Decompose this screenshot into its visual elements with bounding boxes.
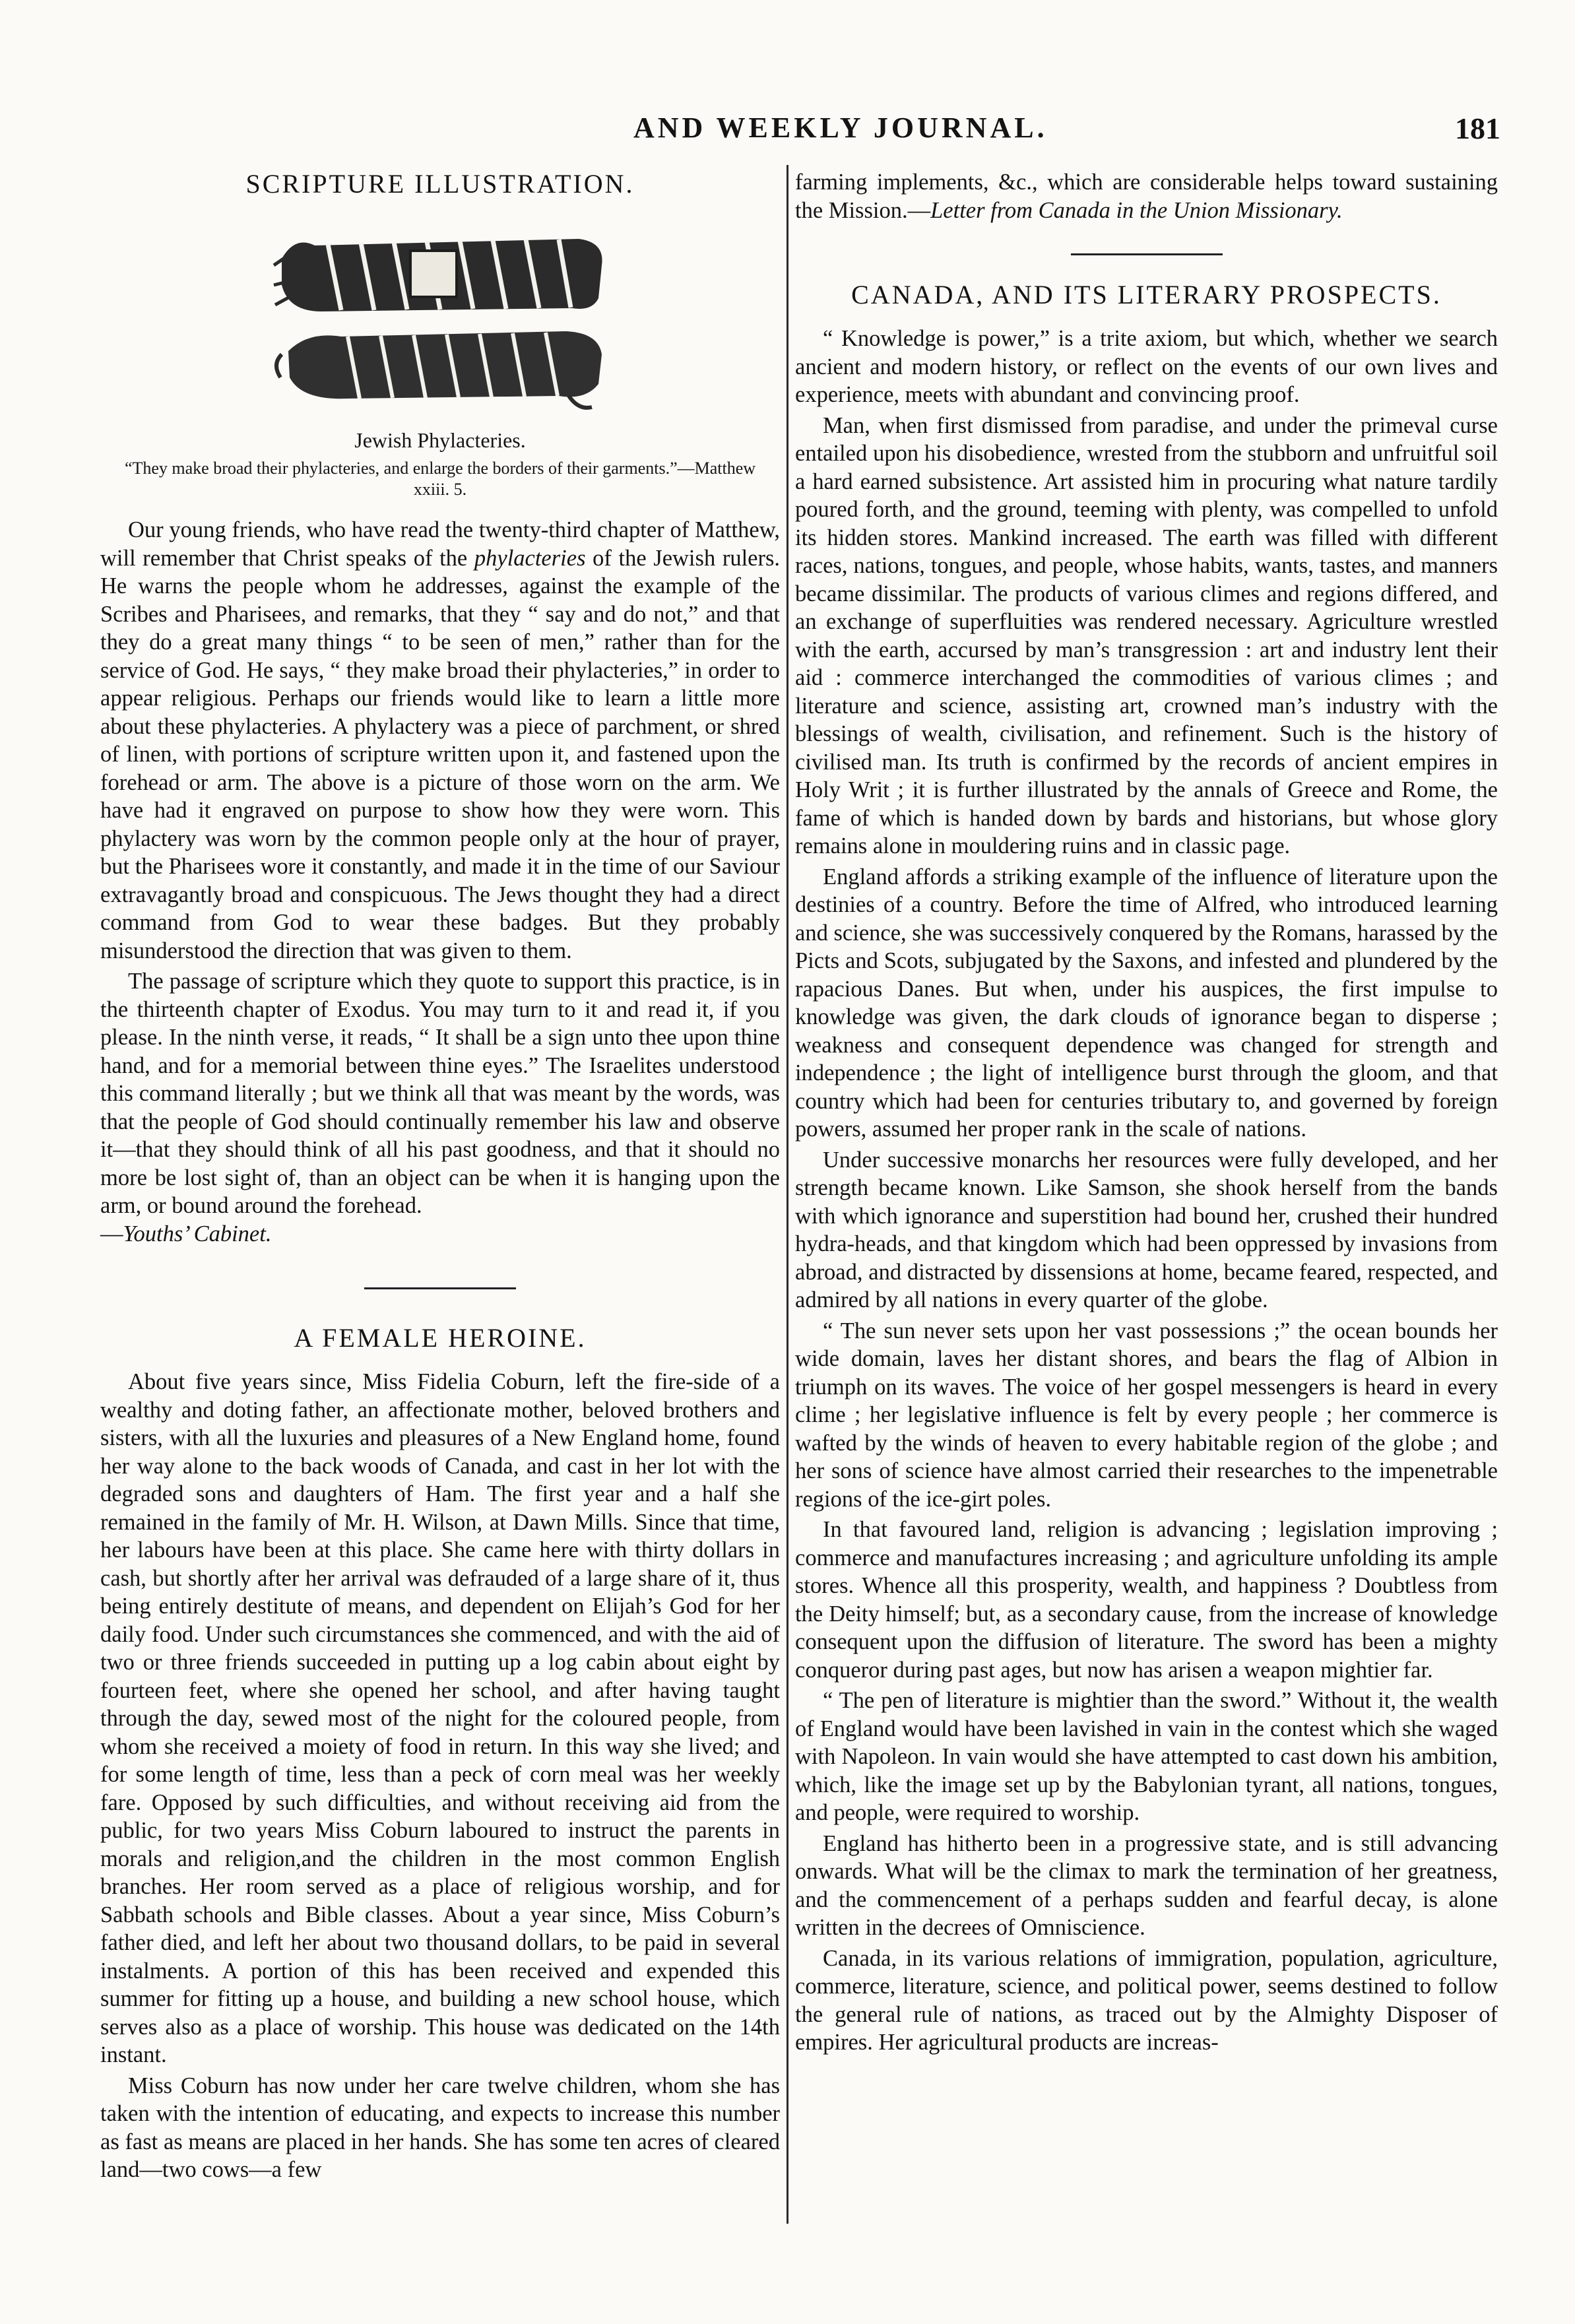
right-column [795, 168, 1498, 2057]
canada-paragraph-9: Canada, in its various relations of immigration, population, agriculture, commerce, literature, science, and political power, seems destined to follow the general rule of nations, as traced out by the Almighty Disposer of empires. Her agricultural products are increas- [795, 1945, 1498, 2055]
canada-literary-prospects-title: CANADA, AND ITS LITERARY PROSPECTS. [851, 280, 1442, 309]
column-divider [787, 165, 788, 2224]
phylacteries-illustration [269, 219, 612, 420]
phylacteries-emphasis: phylacteries [474, 545, 586, 571]
canada-paragraph-6: In that favoured land, religion is advancing ; legislation improving ; commerce and manufactures increasing ; and agriculture unfolding its ample stores. Whence all this prosperity, wealth, and happiness ? Doubtless from the Deity himself; but, as a secondary cause, from the increase of knowledge consequent upon the diffusion of literature. The sword has been a mighty conqueror during past ages, but now has arisen a weapon mightier far. [795, 1517, 1498, 1683]
canada-paragraph-2: Man, when first dismissed from paradise, and under the primeval curse entailed upon his disobedience, wrested from the stubborn and unfruitful soil a hard earned subsistence. Art assisted him in procuring what nature tardily poured forth, and the ground, teeming with plenty, was compelled to unfold its hidden stores. Mankind increased. The earth was filled with different races, nations, tongues, and people, whose habits, wants, tastes, and manners became dissimilar. The products of various climes and regions differed, and an exchange of superfluities was rendered necessary. Agriculture wrestled with the earth, accursed by man’s transgression : art and industry lent their aid : commerce interchanged the commodities of various climes ; and literature and science, assisting art, crowned man’s industry with the blessings of wealth, civilisation, and refinement. Such is the history of civilised man. Its truth is confirmed by the records of ancient empires in Holy Writ ; it is further illustrated by the annals of Greece and Rome, the fame of which is handed down by bards and historians, but whose glory remains alone in mouldering ruins and in classic page. [795, 412, 1498, 858]
heroine-paragraph-2: Miss Coburn has now under her care twelve children, whom she has taken with the intention of educating, and expects to increase this number as fast as means are placed in her hands. She has some ten acres of cleared land—two cows—a few [100, 2073, 780, 2182]
section-divider [364, 1287, 516, 1289]
section-divider [1071, 253, 1223, 255]
figure-caption-quote: “They make broad their phylacteries, and enlarge the borders of their garments.”—Matthew xxiii. 5. [124, 459, 756, 499]
female-heroine-title: A FEMALE HEROINE. [294, 1323, 587, 1353]
scripture-paragraph-2: The passage of scripture which they quote to support this practice, is in the thirteenth chapter of Exodus. You may turn to it and read it, if you please. In the ninth verse, it reads, “ It shall be a sign unto thee upon thine hand, and for a memorial between thine eyes.” The Israelites understood this command literally ; but we think all that was meant by the words, was that the people of God should continually remember his law and observe it—that they should think of all his past goodness, and that it should no more be lost sight of, than an object can be when it is hanging upon the arm, or bound around the forehead. —Youths’ Cabinet. [100, 969, 780, 1246]
running-head [0, 111, 1575, 150]
scripture-illustration-title: SCRIPTURE ILLUSTRATION. [245, 169, 635, 199]
source-attribution: Youths’ Cabinet. [123, 1221, 272, 1246]
canada-paragraph-4: Under successive monarchs her resources were fully developed, and her strength became known. Like Samson, she shook herself from the bands with which ignorance and superstition had bound her, crushed their hundred hydra-heads, and that kingdom which had been oppressed by invasions from abroad, and distracted by dissensions at home, became feared, respected, and admired by all nations in every quarter of the globe. [795, 1147, 1498, 1312]
canada-paragraph-5: “ The sun never sets upon her vast possessions ;” the ocean bounds her wide domain, laves her distant shores, and bears the flag of Albion in triumph on its waves. The voice of her gospel messengers is heard in every clime ; her legislative influence is felt by every people ; her commerce is wafted by the winds of heaven to every habitable region of the globe ; and her sons of science have almost carried their researches to the impenetrable regions of the ice-girt poles. [795, 1318, 1498, 1512]
phylacteries-arm-engraving [269, 219, 612, 417]
continuation-source: Letter from Canada in the Union Missionary. [930, 197, 1343, 223]
continuation-paragraph: farming implements, &c., which are considerable helps toward sustaining the Mission.—Letter from Canada in the Union Missionary. [795, 170, 1498, 223]
running-title: AND WEEKLY JOURNAL. [633, 112, 1048, 144]
canada-paragraph-7: “ The pen of literature is mightier than the sword.” Without it, the wealth of England would have been lavished in vain in the contest which she waged with Napoleon. In vain would she have attempted to cast down his ambition, which, like the image set up by the Babylonian tyrant, all nations, tongues, and people, were required to worship. [795, 1688, 1498, 1825]
canada-paragraph-8: England has hitherto been in a progressive state, and is still advancing onwards. What will be the climax to mark the termination of her greatness, and the commencement of a perhaps sudden and fearful decay, is alone written in the decrees of Omniscience. [795, 1830, 1498, 1940]
page-number: 181 [1455, 112, 1500, 145]
figure-caption-title: Jewish Phylacteries. [354, 428, 526, 452]
left-column [100, 168, 780, 2184]
canada-paragraph-3: England affords a striking example of the influence of literature upon the destinies of a country. Before the time of Alfred, who introduced learning and science, she was successively conquered by the Romans, harassed by the Picts and Scots, subjugated by the Saxons, and infested and plundered by the rapacious Danes. But when, under his auspices, the first impulse to knowledge was given, the dark clouds of ignorance began to disperse ; weakness and consequent dependence was changed for strength and independence ; the light of intelligence burst through the gloom, and that country which had been for centuries tributary to, and governed by foreign powers, assumed her proper rank in the scale of nations. [795, 864, 1498, 1142]
scripture-paragraph-1: Our young friends, who have read the twenty-third chapter of Matthew, will remember that Christ speaks of the phylacteries of the Jewish rulers. He warns the people whom he addresses, against the example of the Scribes and Pharisees, and remarks, that they “ say and do not,” and that they do a great many things “ to be seen of men,” rather than for the service of God. He says, “ they make broad their phylacteries,” in order to appear religious. Perhaps our friends would like to learn a little more about these phylacteries. A phylactery was a piece of parchment, or shred of linen, with portions of scripture written upon it, and fastened upon the forehead or arm. The above is a picture of those worn on the arm. We have had it engraved on purpose to show how they were worn. This phylactery was worn by the common people only at the hour of prayer, but the Pharisees wore it constantly, and made it in the time of our Saviour extravagantly broad and conspicuous. The Jews thought they had a direct command from God to wear these badges. But they probably misunderstood the direction that was given to them. [100, 517, 781, 963]
canada-paragraph-1: “ Knowledge is power,” is a trite axiom, but which, whether we search ancient and modern history, or reflect on the events of our own lives and experience, meets with abundant and convincing proof. [795, 326, 1498, 407]
heroine-paragraph-1: About five years since, Miss Fidelia Coburn, left the fire-side of a wealthy and doting father, an affectionate mother, beloved brothers and sisters, with all the luxuries and pleasures of a New England home, found her way alone to the back woods of Canada, and cast in her lot with the degraded sons and daughters of Ham. The first year and a half she remained in the family of Mr. H. Wilson, at Dawn Mills. Since that time, her labours have been at this place. She came here with thirty dollars in cash, but shortly after her arrival was defrauded of a large share of it, thus being entirely destitute of means, and dependent on Elijah’s God for her daily food. Under such circumstances she commenced, and with the aid of two or three friends succeeded in putting up a log cabin about eight by fourteen feet, where she opened her school, and after having taught through the day, sewed most of the night for the coloured people, from whom she received a moiety of food in return. In this way she lived; and for some length of time, less than a peck of corn meal was her weekly fare. Opposed by such difficulties, and without receiving aid from the public, for two years Miss Coburn laboured to instruct the parents in morals and religion,and the children in the most common English branches. Her room served as a place of religious worship, and for Sabbath schools and Bible classes. About a year since, Miss Coburn’s father died, and left her about two thousand dollars, to be paid in several instalments. A portion of this has been received and expended this summer for fitting up a house, and building a new school house, which serves also as a place of worship. This house was dedicated on the 14th instant. [100, 1369, 780, 2067]
